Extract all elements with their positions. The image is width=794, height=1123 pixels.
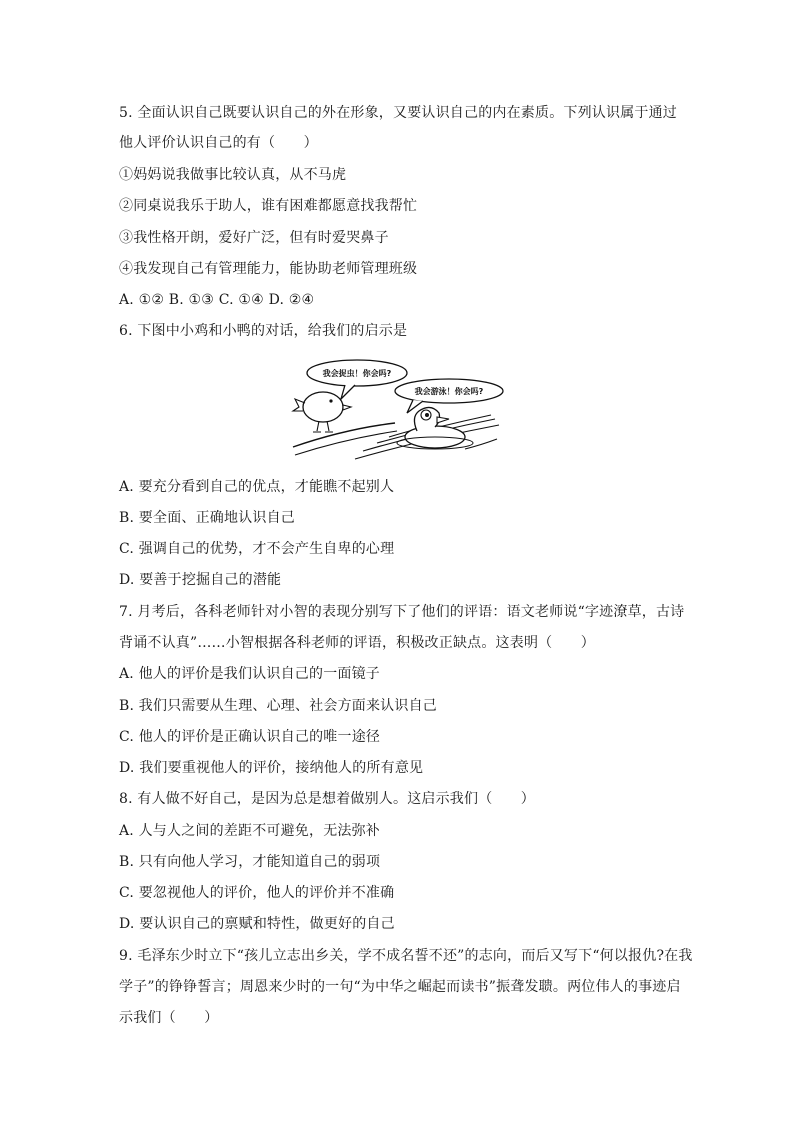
q7-stem-line2: 背诵不认真”……小智根据各科老师的评语，积极改正缺点。这表明（ ） — [119, 635, 595, 651]
q8-option-b: B. 只有向他人学习，才能知道自己的弱项 — [119, 854, 381, 870]
duck-icon — [397, 407, 473, 449]
q7-option-a: A. 他人的评价是我们认识自己的一面镜子 — [119, 666, 381, 682]
duck-speech-bubble — [395, 379, 503, 413]
q5-statement-1: ①妈妈说我做事比较认真，从不马虎 — [119, 167, 347, 183]
q8-stem: 8. 有人做不好自己，是因为总是想着做别人。这启示我们（ ） — [119, 791, 536, 807]
q7-option-c: C. 他人的评价是正确认识自己的唯一途径 — [119, 729, 381, 745]
q5-stem-line2: 他人评价认识自己的有（ ） — [119, 135, 318, 151]
q6-option-c: C. 强调自己的优势，才不会产生自卑的心理 — [119, 541, 395, 557]
q9-stem-line1: 9. 毛泽东少时立下“孩儿立志出乡关，学不成名誓不还”的志向，而后又写下“何以报仇?在我 — [119, 948, 693, 964]
q5-statement-4: ④我发现自己有管理能力，能协助老师管理班级 — [119, 261, 418, 277]
q9-stem-line2: 学子”的铮铮誓言；周恩来少时的一句“为中华之崛起而读书”振聋发聩。两位伟人的事迹启 — [119, 979, 681, 995]
q6-stem: 6. 下图中小鸡和小鸭的对话，给我们的启示是 — [119, 323, 408, 339]
chick-duck-cartoon — [285, 355, 507, 465]
q6-option-d: D. 要善于挖掘自己的潜能 — [119, 572, 282, 588]
q8-option-c: C. 要忽视他人的评价，他人的评价并不准确 — [119, 885, 395, 901]
q7-option-b: B. 我们只需要从生理、心理、社会方面来认识自己 — [119, 698, 437, 714]
chick-bubble-text: 我会捉虫！你会吗? — [322, 369, 392, 378]
q6-option-b: B. 要全面、正确地认识自己 — [119, 510, 295, 526]
q5-statement-2: ②同桌说我乐于助人，谁有困难都愿意找我帮忙 — [119, 198, 418, 214]
q5-statement-3: ③我性格开朗，爱好广泛，但有时爱哭鼻子 — [119, 230, 389, 246]
ground-line — [293, 423, 395, 447]
q5-stem-line1: 5. 全面认识自己既要认识自己的外在形象，又要认识自己的内在素质。下列认识属于通过 — [119, 105, 678, 121]
q7-stem-line1: 7. 月考后，各科老师针对小智的表现分别写下了他们的评语：语文老师说“字迹潦草，古诗 — [119, 604, 685, 620]
q9-stem-line3: 示我们（ ） — [119, 1010, 219, 1026]
q8-option-d: D. 要认识自己的禀赋和特性，做更好的自己 — [119, 916, 395, 932]
q6-option-a: A. 要充分看到自己的优点，才能瞧不起别人 — [119, 479, 395, 495]
q8-option-a: A. 人与人之间的差距不可避免，无法弥补 — [119, 823, 381, 839]
q5-choices: A. ①② B. ①③ C. ①④ D. ②④ — [119, 292, 315, 308]
duck-bubble-text: 我会游泳！你会吗? — [414, 387, 484, 396]
q7-option-d: D. 我们要重视他人的评价，接纳他人的所有意见 — [119, 760, 424, 776]
